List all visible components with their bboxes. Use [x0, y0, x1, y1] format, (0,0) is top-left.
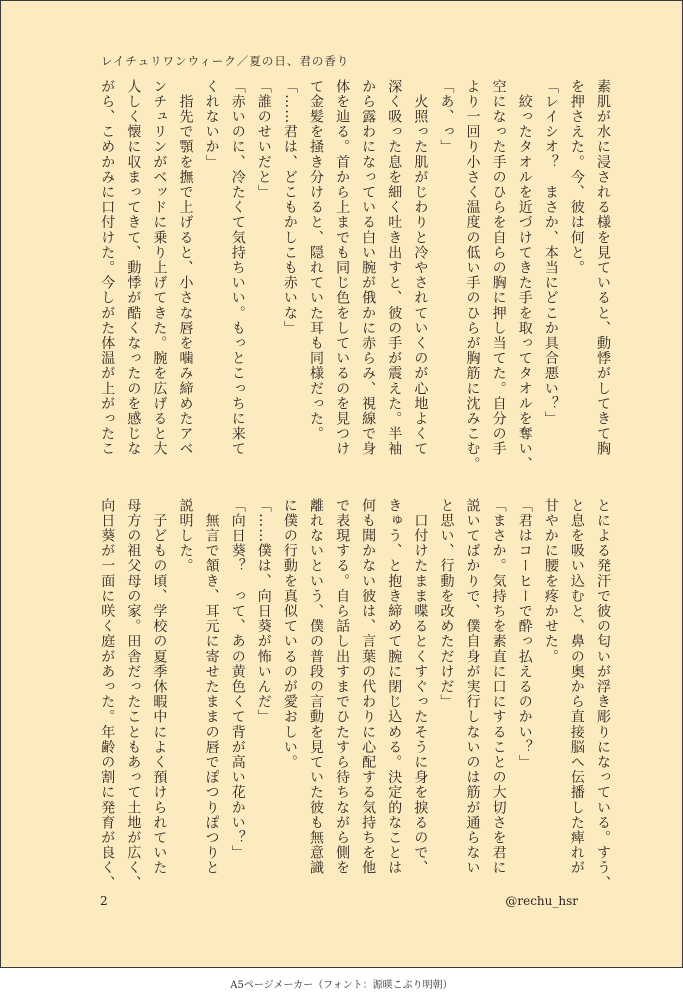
text-column: 説いてばかりで、僕自身が実行しないのは筋が通らない [464, 498, 481, 876]
text-column: 離れないという、僕の普段の言動を見ていた彼も無意識 [307, 498, 324, 876]
text-column: くれないか」 [203, 79, 220, 170]
text-column: を押さえた。今、彼は何と。 [568, 79, 585, 276]
text-column: 無言で頷き、耳元に寄せたままの唇でぽつりぽつりと [203, 498, 220, 876]
text-column: に僕の行動を真似ているのが愛おしい。 [281, 498, 298, 770]
text-column: ンチュリンがベッドに乗り上げてきた。腕を広げると大 [151, 79, 168, 457]
text-column: 「誰のせいだと」 [255, 79, 272, 200]
text-column: 甘やかに腰を疼かせた。 [542, 498, 559, 665]
text-column: 「あ、っ」 [438, 79, 455, 155]
text-column: と思い、行動を改めただけだ」 [438, 498, 455, 710]
running-header: レイチュリワンウィーク／夏の日、君の香り [101, 54, 350, 68]
upper-text-block [94, 79, 616, 471]
author-handle: @rechu_hsr [505, 894, 578, 908]
text-column: 素肌が水に浸される様を見ていると、動悸がしてきて胸 [595, 79, 611, 457]
text-column: と息を吸い込むと、鼻の奥から直接脳へ伝播した痺れが [568, 498, 585, 876]
lower-text-block [94, 498, 616, 890]
app-footer-credit: A5ページメーカー（フォント：源暎こぶり明朝） [230, 980, 453, 991]
text-column: 絞ったタオルを近づけてきた手を取ってタオルを奪い、 [516, 79, 533, 472]
page-number: 2 [100, 894, 108, 908]
text-column: 何も聞かない彼は、言葉の代わりに心配する気持ちを他 [360, 498, 377, 876]
text-column: 母方の祖父母の家。田舎だったこともあって土地が広く、 [125, 498, 142, 891]
text-column: がら、こめかみに口付けた。今しがた体温が上がったこ [99, 79, 116, 457]
text-column: 「まさか。気持ちを素直に口にすることの大切さを君に [490, 498, 507, 876]
text-column: 人しく懐に収まってきて、動悸が酷くなったのを感じな [125, 79, 142, 457]
text-column: 深く吸った息を細く吐き出すと、彼の手が震えた。半袖 [386, 79, 403, 457]
text-column: 指先で顎を撫で上げると、小さな唇を噛み締めたアベ [177, 79, 194, 457]
text-column: から露わになっている白い腕が俄かに赤らみ、視線で身 [360, 79, 377, 457]
text-column: 説明した。 [177, 498, 194, 574]
text-column: とによる発汗で彼の匂いが浮き彫りになっている。すう、 [595, 498, 611, 891]
text-column: 「……君は、どこもかしこも赤いな」 [281, 79, 298, 336]
text-column: 「……僕は、向日葵が怖いんだ」 [255, 498, 272, 725]
text-column: 火照った肌がじわりと冷やされていくのが心地よくて [412, 79, 429, 457]
text-column: 子どもの頃、学校の夏季休暇中によく預けられていた [151, 498, 168, 876]
text-column: 「君はコーヒーで酔っ払えるのかい？」 [516, 498, 533, 770]
text-column: 口付けたまま喋るとくすぐったそうに身を捩るので、 [412, 498, 429, 876]
text-column: て金髪を掻き分けると、隠れていた耳も同様だった。 [307, 79, 324, 442]
text-column: 「赤いのに、冷たくて気持ちいい。もっとこっちに来て [229, 79, 246, 457]
text-column: 「レイシオ？ まさか、本当にどこか具合悪い？」 [542, 79, 559, 427]
text-column: 「向日葵？ って、あの黄色くて背が高い花かい？」 [229, 498, 246, 861]
text-column: 向日葵が一面に咲く庭があった。年齢の割に発育が良く、 [99, 498, 116, 891]
text-column: 空になった手のひらを自らの胸に押し当てた。自分の手 [490, 79, 507, 457]
text-column: より一回り小さく温度の低い手のひらが胸筋に沈みこむ。 [464, 79, 481, 472]
text-column: で表現する。自ら話し出すまでひたすら待ちながら側を [334, 498, 351, 876]
text-column: 体を辿る。首から上までも同じ色をしているのを見つけ [334, 79, 351, 457]
text-column: きゅう、と抱き締めて腕に閉じ込める。決定的なことは [386, 498, 403, 876]
